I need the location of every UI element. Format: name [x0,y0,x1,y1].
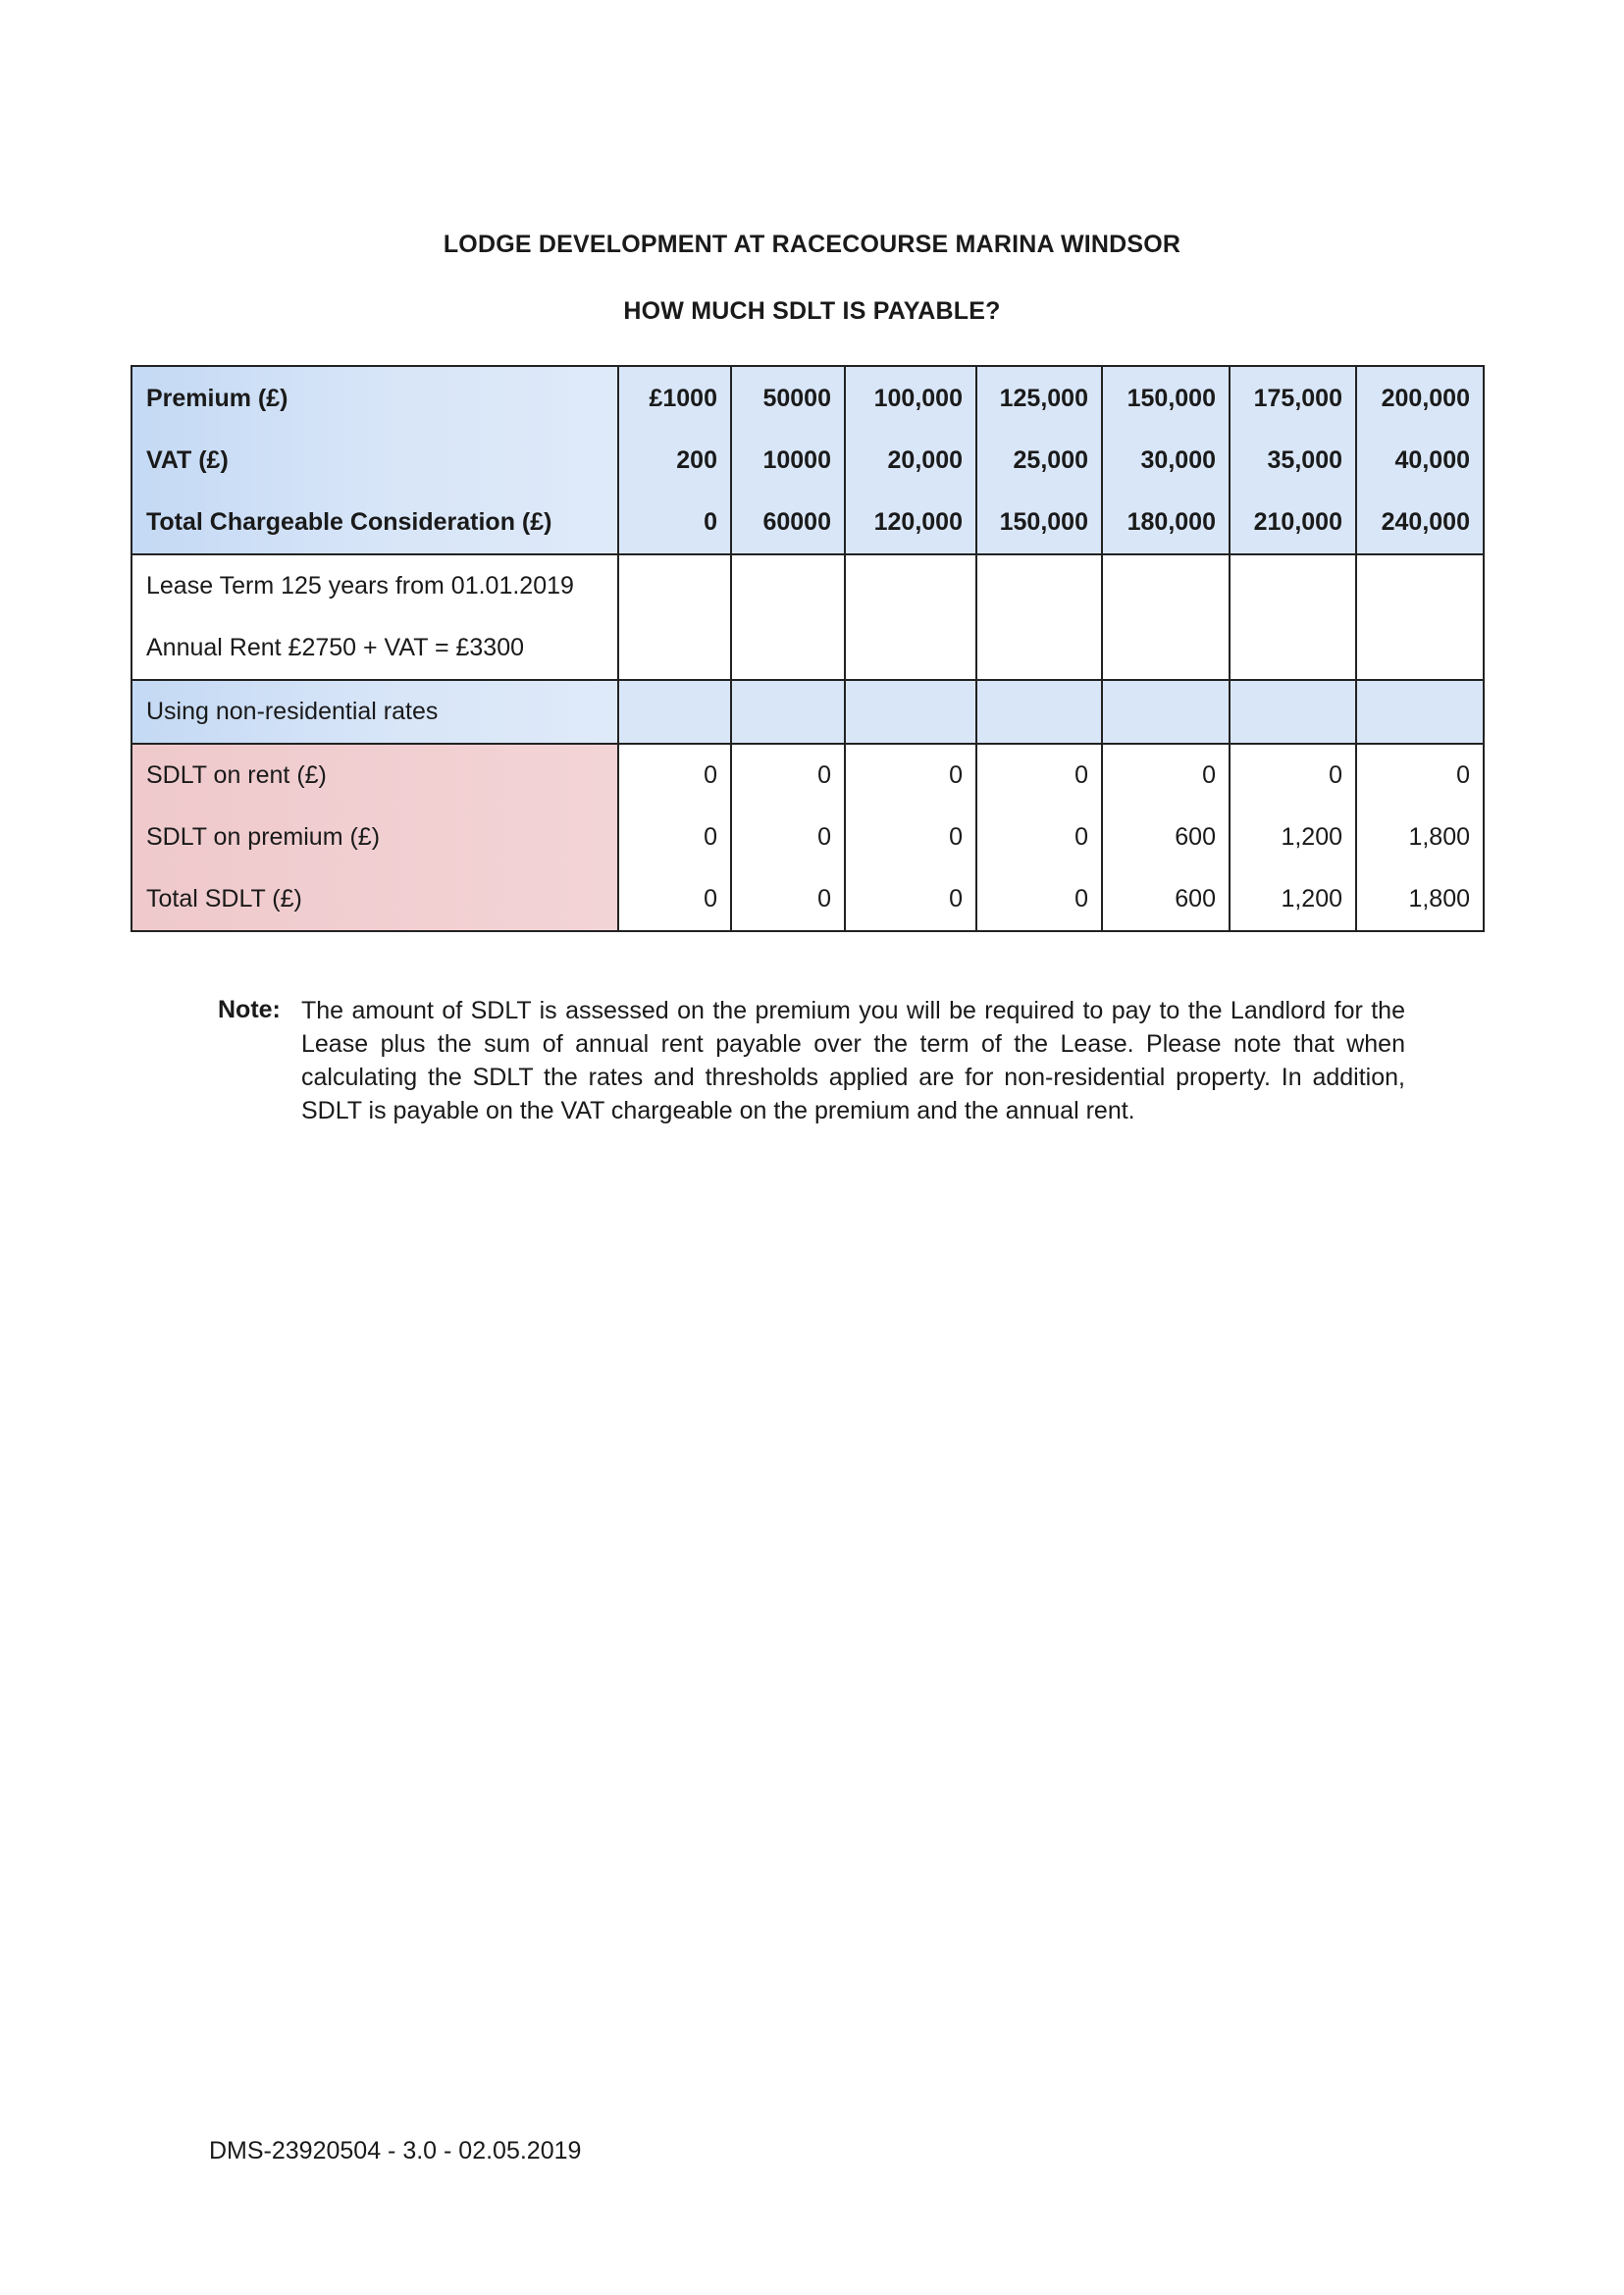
table-cell: 180,000 [1102,492,1230,554]
rates-label: Using non-residential rates [131,680,618,744]
table-cell: 600 [1102,807,1230,868]
row-label: SDLT on rent (£) [131,744,618,807]
table-cell: 0 [618,492,731,554]
table-cell: 600 [1102,868,1230,931]
empty-cell [618,554,731,680]
table-cell: 10000 [731,430,845,492]
table-cell: 1,800 [1356,868,1484,931]
total-consideration-row [131,492,1484,554]
table-cell: 0 [731,744,845,807]
table-cell: 175,000 [1230,366,1356,430]
sdlt-premium-row [131,807,1484,868]
table-cell: 0 [731,807,845,868]
document-reference: DMS-23920504 - 3.0 - 02.05.2019 [209,2137,582,2165]
empty-cell [1356,680,1484,744]
empty-cell [1230,554,1356,680]
table-cell: 20,000 [845,430,976,492]
table-cell: 0 [731,868,845,931]
table-cell: 0 [618,868,731,931]
empty-cell [845,680,976,744]
sdlt-rent-row [131,744,1484,807]
table-cell: 30,000 [1102,430,1230,492]
empty-cell [976,680,1102,744]
table-cell: 0 [845,868,976,931]
table-cell: 1,200 [1230,868,1356,931]
row-label: VAT (£) [131,430,618,492]
table-cell: 50000 [731,366,845,430]
empty-cell [1356,554,1484,680]
empty-cell [1102,554,1230,680]
table-cell: 0 [1230,744,1356,807]
lease-term-label: Lease Term 125 years from 01.01.2019 [131,554,618,617]
table-cell: 60000 [731,492,845,554]
sdlt-table [131,365,1485,932]
table-cell: 0 [976,868,1102,931]
row-label: Total SDLT (£) [131,868,618,931]
row-label: SDLT on premium (£) [131,807,618,868]
table-cell: 35,000 [1230,430,1356,492]
vat-row [131,430,1484,492]
table-cell: 0 [1356,744,1484,807]
empty-cell [731,680,845,744]
lease-term-row [131,554,1484,617]
document-subtitle: HOW MUCH SDLT IS PAYABLE? [623,297,1001,325]
table-cell: 240,000 [1356,492,1484,554]
row-label: Total Chargeable Consideration (£) [131,492,618,554]
table-cell: 120,000 [845,492,976,554]
table-cell: 0 [976,744,1102,807]
note-text: The amount of SDLT is assessed on the premium you will be required to pay to the Landlord for the Lease plus the sum of annual rent payable over the term of the Lease. Please note that when calculating the SDLT the rates and thresholds applied are for non-residential property. In addition, SDLT is payable on the VAT chargeable on the premium and the annual rent. [301,997,1405,1124]
rates-row [131,680,1484,744]
table-cell: 0 [845,807,976,868]
empty-cell [845,554,976,680]
table-cell: 1,200 [1230,807,1356,868]
table-cell: 0 [845,744,976,807]
empty-cell [1102,680,1230,744]
table-cell: 125,000 [976,366,1102,430]
table-cell: 210,000 [1230,492,1356,554]
total-sdlt-row [131,868,1484,931]
table-cell: 25,000 [976,430,1102,492]
row-label: Premium (£) [131,366,618,430]
empty-cell [1230,680,1356,744]
empty-cell [976,554,1102,680]
empty-cell [731,554,845,680]
table-cell: 150,000 [1102,366,1230,430]
table-cell: 40,000 [1356,430,1484,492]
table-cell: £1000 [618,366,731,430]
annual-rent-label: Annual Rent £2750 + VAT = £3300 [131,617,618,680]
table-cell: 0 [618,744,731,807]
table-cell: 150,000 [976,492,1102,554]
table-cell: 200 [618,430,731,492]
table-cell: 200,000 [1356,366,1484,430]
premium-row [131,366,1484,430]
table-cell: 100,000 [845,366,976,430]
empty-cell [618,680,731,744]
note-label: Note: [218,996,281,1023]
table-cell: 0 [1102,744,1230,807]
table-cell: 0 [976,807,1102,868]
table-cell: 1,800 [1356,807,1484,868]
document-title: LODGE DEVELOPMENT AT RACECOURSE MARINA WINDSOR [443,231,1181,258]
table-cell: 0 [618,807,731,868]
